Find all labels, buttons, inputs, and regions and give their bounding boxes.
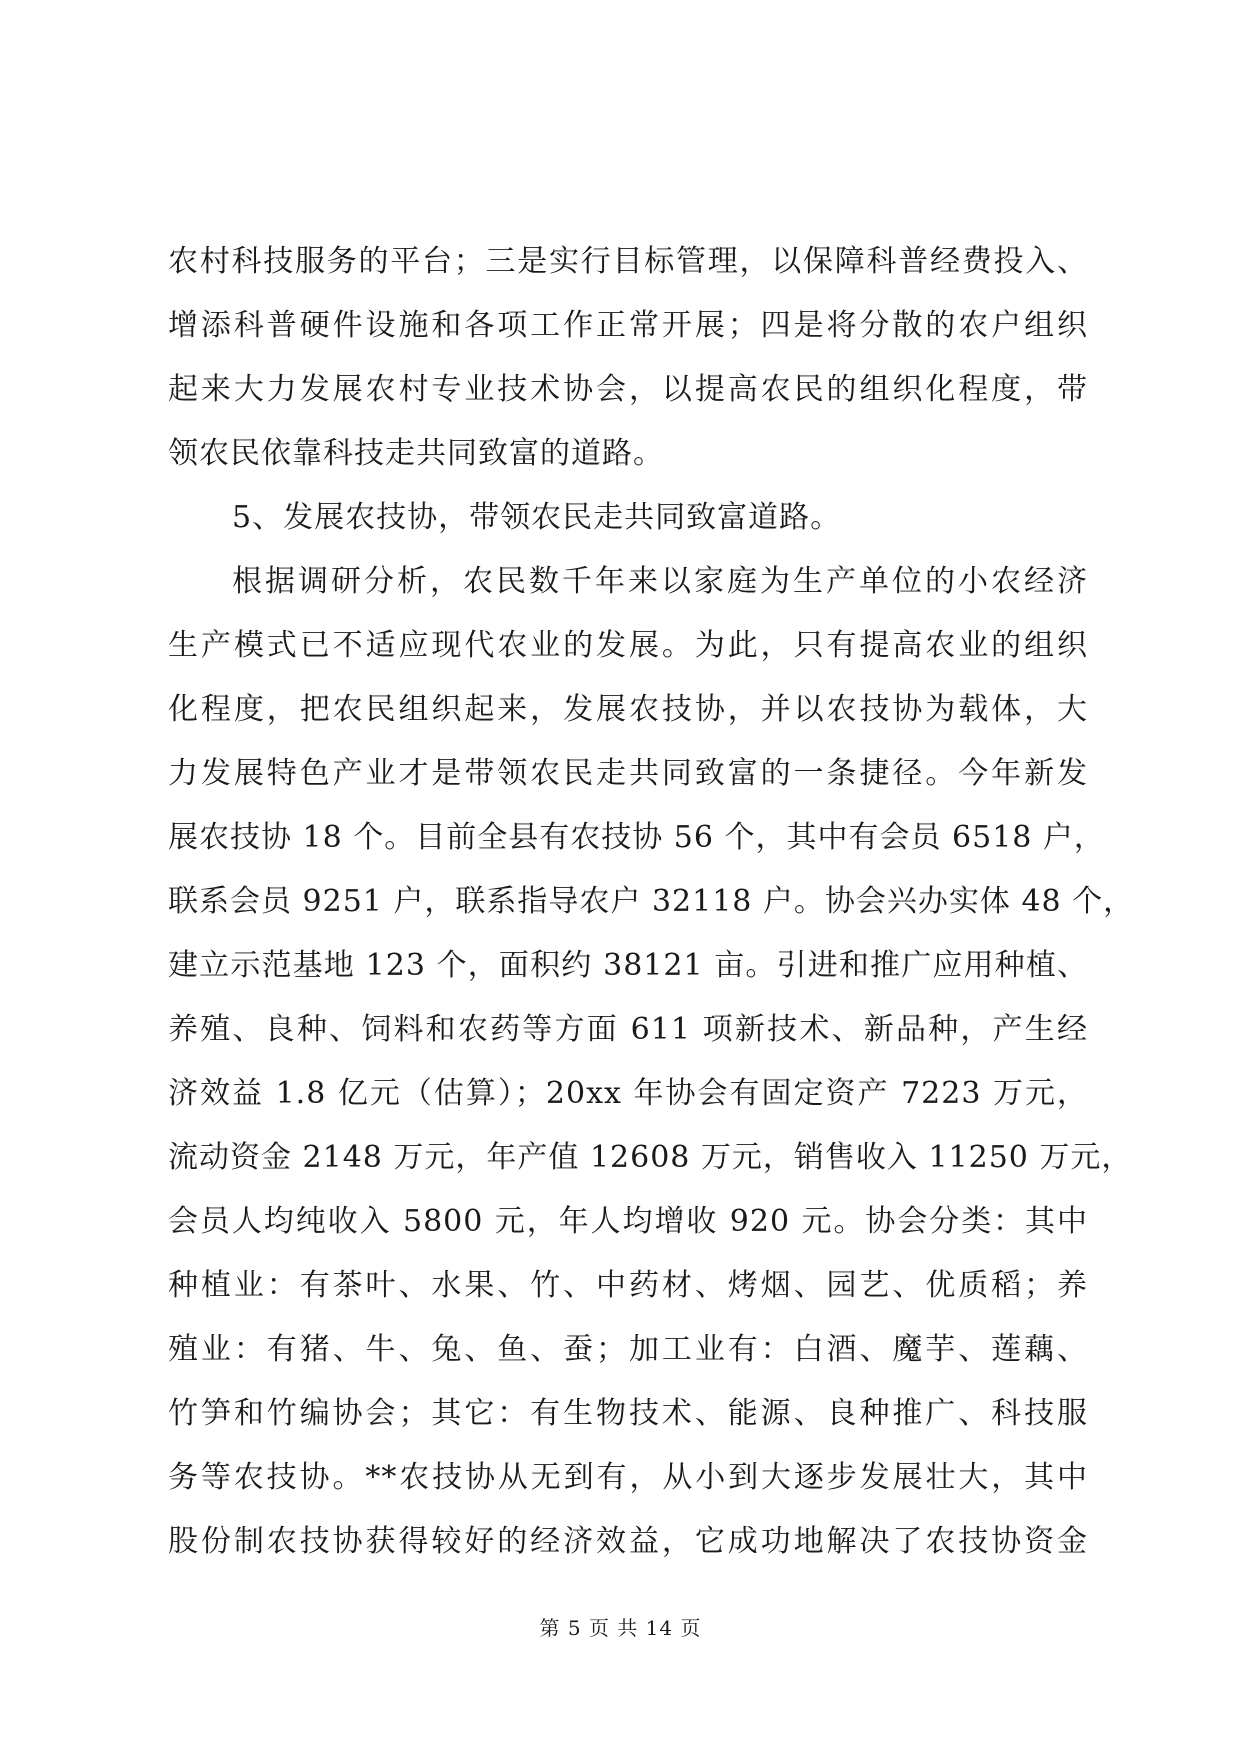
text-line: 股份制农技协获得较好的经济效益，它成功地解决了农技协资金 [168, 1524, 1088, 1559]
text-line: 竹笋和竹编协会；其它：有生物技术、能源、良种推广、科技服 [168, 1396, 1088, 1431]
text-line: 起来大力发展农村专业技术协会，以提高农民的组织化程度，带 [168, 372, 1088, 407]
text-line: 会员人均纯收入 5800 元，年人均增收 920 元。协会分类：其中 [168, 1204, 1088, 1239]
text-line: 力发展特色产业才是带领农民走共同致富的一条捷径。今年新发 [168, 756, 1088, 791]
text-line: 生产模式已不适应现代农业的发展。为此，只有提高农业的组织 [168, 628, 1088, 663]
text-line: 领农民依靠科技走共同致富的道路。 [168, 436, 664, 471]
text-line: 展农技协 18 个。目前全县有农技协 56 个，其中有会员 6518 户， [168, 820, 1105, 855]
document-body [168, 230, 1135, 1574]
text-line: 联系会员 9251 户，联系指导农户 32118 户。协会兴办实体 48 个， [168, 884, 1135, 919]
text-line: 流动资金 2148 万元，年产值 12608 万元，销售收入 11250 万元， [168, 1140, 1133, 1175]
text-line: 养殖、良种、饲料和农药等方面 611 项新技术、新品种，产生经 [168, 1012, 1088, 1047]
text-line: 增添科普硬件设施和各项工作正常开展；四是将分散的农户组织 [168, 308, 1088, 343]
text-line: 殖业：有猪、牛、兔、鱼、蚕；加工业有：白酒、魔芋、莲藕、 [168, 1332, 1088, 1367]
text-line: 化程度，把农民组织起来，发展农技协，并以农技协为载体，大 [168, 692, 1088, 727]
text-line: 种植业：有茶叶、水果、竹、中药材、烤烟、园艺、优质稻；养 [168, 1268, 1088, 1303]
page-number-footer: 第 5 页 共 14 页 [539, 1616, 702, 1640]
text-line: 建立示范基地 123 个，面积约 38121 亩。引进和推广应用种植、 [168, 948, 1088, 983]
text-line: 根据调研分析，农民数千年来以家庭为生产单位的小农经济 [232, 564, 1088, 599]
text-line: 济效益 1.8 亿元（估算）；20xx 年协会有固定资产 7223 万元， [168, 1076, 1088, 1111]
text-line: 务等农技协。**农技协从无到有，从小到大逐步发展壮大，其中 [168, 1460, 1088, 1495]
section-heading: 5、发展农技协，带领农民走共同致富道路。 [232, 500, 842, 535]
text-line: 农村科技服务的平台；三是实行目标管理，以保障科普经费投入、 [168, 244, 1088, 279]
